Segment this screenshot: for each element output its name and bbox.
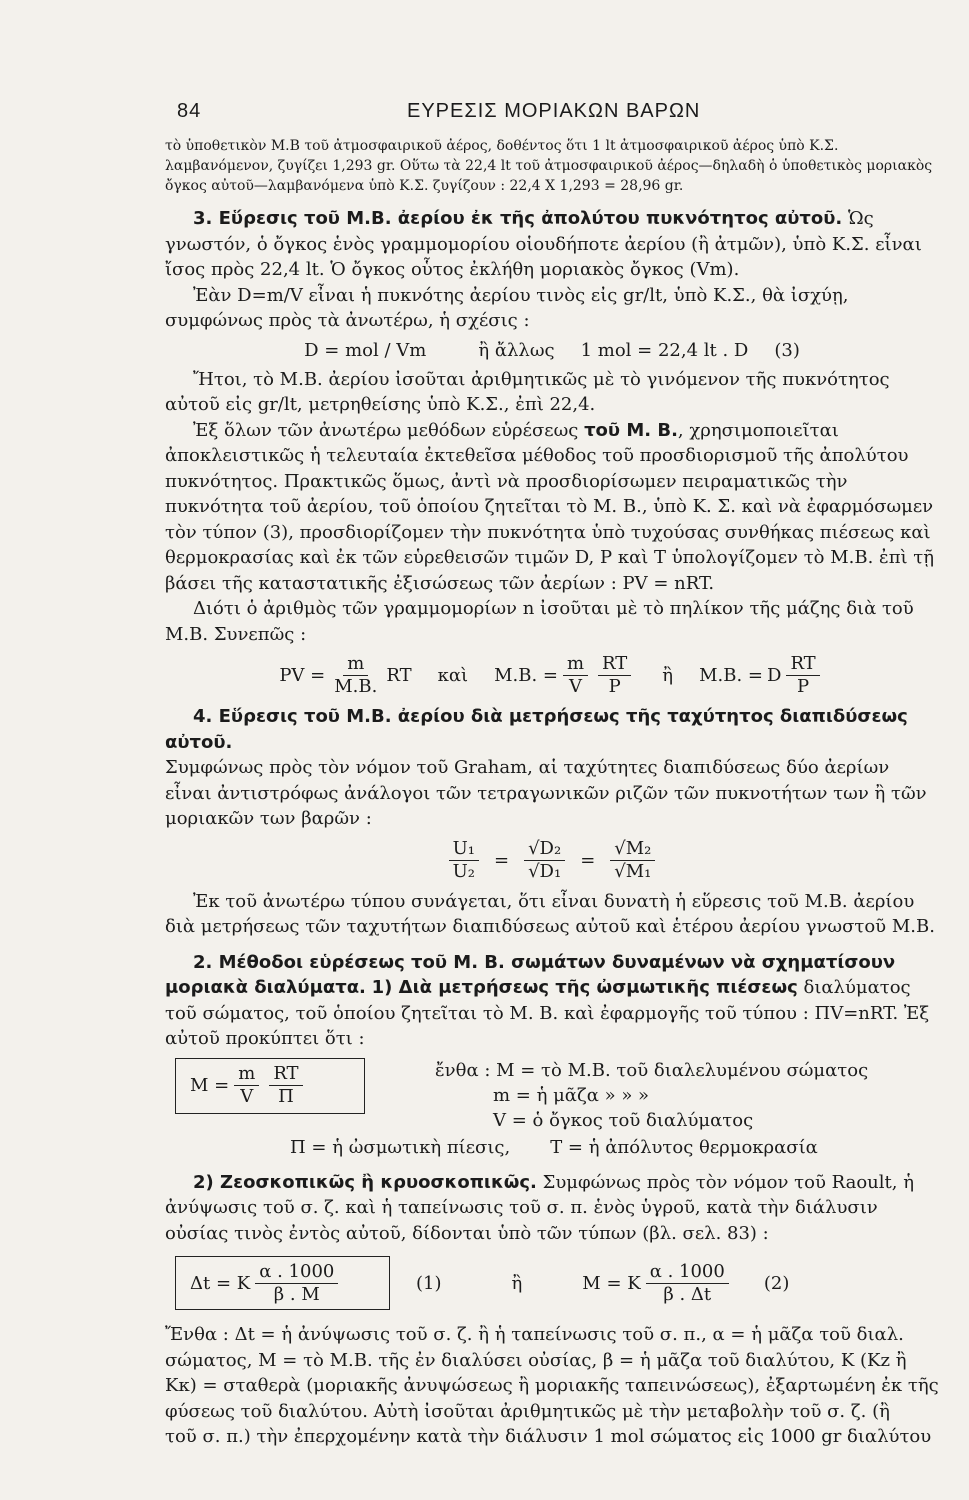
methods-bold: τοῦ Μ. Β. [584,419,678,441]
page-number: 84 [177,100,202,122]
box-frac-2 [269,1063,302,1108]
frac-den: V [240,1086,254,1107]
box-lhs: Μ = [190,1075,230,1096]
definition-line: V = ὁ ὄγκος τοῦ διαλύματος [493,1109,754,1131]
page-header [165,100,939,136]
frac-den: Π [278,1086,294,1107]
frac-den: √M₁ [614,860,652,882]
methods-paragraph [165,418,939,597]
frac-num: m [343,653,368,676]
frac-den: β . Μ [273,1283,320,1305]
cryoscopic-subheading: 2) Ζεοσκοπικῶς ἢ κρυοσκοπικῶς. [193,1171,537,1193]
frac-num: α . 1000 [255,1261,338,1284]
formula-1-box [175,1256,390,1310]
result-paragraph: Ἤτοι, τὸ Μ.Β. ἀερίου ἰσοῦται ἀριθμητικῶς μὲ τὸ γινόμενον τῆς πυκνότητος αὐτοῦ εἰς gr/lt, μετρηθείσης ὑπὸ Κ.Σ., ἐπὶ 22,4. [165,368,890,415]
equation-pv [165,653,939,698]
frac-den: U₂ [452,860,475,882]
raoult-definitions: Ἔνθα : Δt = ἡ ἀνύψωσις τοῦ σ. ζ. ἢ ἡ ταπείνωσις τοῦ σ. π., α = ἡ μᾶζα τοῦ διαλ. σώματος, Μ = τὸ Μ.Β. τῆς ἐν διαλύσει οὐσίας, β = ἡ μᾶζα τοῦ διαλύτου, Κ (Κz ἢ Kκ) = σταθερὰ (μοριακῆς ἀνυψώσεως ἢ μοριακῆς ταπεινώσεως), ἐξαρτωμένη ἐκ τῆς φύσεως τοῦ διαλύτου. Αὐτὴ ἰσοῦται ἀριθμητικῶς μὲ τὴν μεταβολὴν τοῦ σ. ζ. (ἢ [165,1324,939,1422]
frac-den: P [608,676,621,697]
frac-num: m [234,1063,259,1086]
mb-lhs-2: Μ.Β. = [699,665,763,686]
fraction-m [610,838,655,883]
eq3-right: 1 mol = 22,4 lt . D [580,339,749,361]
osmotic-text: διαλύματος τοῦ σώματος, τοῦ ὁποίου ζητεῖται τὸ Μ. Β. καὶ ἐφαρμογῆς τοῦ τύπου : ΠV=nRT. Ἐξ αὐτοῦ προκύπτει ὅτι : [165,977,930,1049]
formula-2-frac [646,1261,729,1306]
box-frac-1 [234,1063,259,1108]
formula-1-frac [255,1261,338,1306]
osmotic-formula-row [165,1058,939,1133]
frac-den: V [569,676,582,697]
fraction-u [449,838,479,883]
frac-den: β . Δt [663,1283,712,1305]
density-paragraph: Ἐὰν D=m/V εἶναι ἡ πυκνότης ἀερίου τινὸς εἰς gr/lt, ὑπὸ Κ.Σ., θὰ ἰσχύῃ, συμφώνως πρὸς τὰ ἀνωτέρω, ἡ σχέσις : [165,284,849,331]
formula-1-tag: (1) [416,1272,442,1294]
or-word: ἢ [662,665,674,686]
methods-text-a: Ἐξ ὅλων τῶν ἀνωτέρω μεθόδων εὑρέσεως [193,419,585,441]
mb-lhs: Μ.Β. = [494,665,558,686]
section-3-paragraph [165,206,939,283]
eq3-left: D = mol / Vm [304,339,427,361]
graham-equation: $\frac{\text{U₁}}{\text{U₂}}$ = $\frac{\text{√D₂}}{\text{√D₁}}$ = $\frac{\text{√M₂}}{\text{√M₁}}$ [165,838,939,883]
frac-den: √D₁ [528,860,562,882]
frac-num: m [563,653,588,676]
formula-or: ἢ [511,1272,523,1294]
fraction-m-v [563,653,588,698]
frac-num: α . 1000 [646,1261,729,1284]
fraction-m-mb [330,653,381,698]
frac-num: U₁ [449,838,479,861]
section-4-heading: 4. Εὕρεσις τοῦ Μ.Β. ἀερίου διὰ μετρήσεως τῆς ταχύτητος διαπιδύσεως αὐτοῦ. [165,706,908,753]
last-line [165,1424,939,1450]
rt-term: RT [386,665,412,686]
methods-text-b: , χρησιμοποιεῖται ἀποκλειστικῶς ἡ τελευταία ἐκτεθεῖσα μέθοδος τοῦ προσδιορισμοῦ τῆς ἀπολύτου πυκνότητος. Πρακτικῶς ὅμως, ἀντὶ νὰ προσδιορίσωμεν πειραματικῶς τὴν πυκνότητα τοῦ ἀερίου, τοῦ ὁποίου ζητεῖται τὸ Μ. Β., ὑπὸ Κ. Σ. καὶ νὰ ἐφαρμόσωμεν τὸν τύπον (3), προσδιορίζομεν τὴν πυκνότητα ὑπὸ τυχούσας συνθήκας πιέσεως καὶ θερμοκρασίας καὶ ἐκ τῶν εὑρεθεισῶν τιμῶν D, P καὶ T ὑπολογίζομεν τὸ Μ.Β. ἐπὶ τῇ βάσει τῆς καταστατικῆς ἐξισώσεως τῶν ἀερίων : PV = nRT. [165,419,935,594]
definition-line: m = ἡ μᾶζα » » » [493,1084,650,1106]
equation-3 [165,340,939,361]
pv-lhs: PV = [279,665,326,686]
eq3-number: (3) [774,339,800,361]
frac-num: √D₂ [524,838,565,861]
osmotic-formula-box [175,1058,365,1114]
formula-2-tag: (2) [763,1272,790,1294]
definition-t: Τ = ἡ ἀπόλυτος θερμοκρασία [550,1136,818,1158]
eq3-mid: ἢ ἄλλως [478,339,555,361]
frac-num: RT [269,1063,302,1086]
section-3-heading: 3. Εὕρεσις τοῦ Μ.Β. ἀερίου ἐκ τῆς ἀπολύτου πυκνότητος αὐτοῦ. [193,208,843,229]
osmotic-subheading: 1) Διὰ μετρήσεως τῆς ὠσμωτικῆς πιέσεως [371,977,798,998]
graham-conclusion: Ἐκ τοῦ ἀνωτέρω τύπου συνάγεται, ὅτι εἶναι δυνατὴ ἡ εὕρεσις τοῦ Μ.Β. ἀερίου διὰ μετρήσεως τῶν ταχυτήτων διαπιδύσεως αὐτοῦ καὶ ἑτέρου ἀερίου γνωστοῦ Μ.Β. [165,890,935,937]
fraction-d [524,838,565,883]
frac-num: √M₂ [610,838,655,861]
fraction-rt-p-2 [786,653,819,698]
frac-den: P [797,676,810,697]
definition-line: ἔνθα : Μ = τὸ Μ.Β. τοῦ διαλελυμένου σώματος [435,1059,869,1081]
running-title: ΕΥΡΕΣΙΣ ΜΟΡΙΑΚΩΝ ΒΑΡΩΝ [407,100,701,122]
section-4-paragraph [165,704,939,755]
fraction-rt-p [598,653,631,698]
frac-num: RT [786,653,819,676]
definition-pi: Π = ἡ ὠσμωτικὴ πίεσις, [290,1136,511,1158]
section-3-text: Ὡς γνωστόν, ὁ ὄγκος ἑνὸς γραμμομορίου οἱουδήποτε ἀερίου (ἢ ἀτμῶν), ὑπὸ Κ.Σ. εἶναι ἴσος πρὸς 22,4 lt. Ὁ ὄγκος οὗτος ἐκλήθη μοριακὸς ὄγκος (Vm). [165,208,922,280]
moles-paragraph: Διότι ὁ ἀριθμὸς τῶν γραμμομορίων n ἰσοῦται μὲ τὸ πηλίκον τῆς μάζης διὰ τοῦ Μ.Β. Συνεπῶς : [165,598,914,645]
formula-2-lhs: Μ = Κ [582,1272,641,1294]
method-2-heading: 2. Μέθοδοι εὑρέσεως τοῦ Μ. Β. σωμάτων δυναμένων νὰ σχηματίσουν μοριακὰ διαλύματα. [165,951,896,998]
osmotic-definitions [435,1058,868,1133]
intro-paragraph: τὸ ὑποθετικὸν Μ.Β τοῦ ἀτμοσφαιρικοῦ ἀέρος, δοθέντος ὅτι 1 lt ἀτμοσφαιρικοῦ ἀέρος ὑπὸ Κ.Σ. λαμβανόμενον, ζυγίζει 1,293 gr. Οὕτω τὰ 22,4 lt τοῦ ἀτμοσφαιρικοῦ ἀέρος—δηλαδὴ ὁ ὑποθετικὸς μοριακὸς ὄγκος αὐτοῦ—λαμβανόμενα ὑπὸ Κ.Σ. ζυγίζουν : 22,4 Χ 1,293 = 28,96 gr. [165,138,933,194]
last-line-text: τοῦ σ. π.) τὴν ἐπερχομένην κατὰ τὴν διάλυσιν 1 mol σώματος εἰς 1000 gr διαλύτου [165,1426,932,1447]
raoult-formulas [175,1256,939,1310]
d-term: D [767,665,782,686]
raoult-text: Συμφώνως πρὸς τὸν νόμον τοῦ Raoult, ἡ ἀνύψωσις τοῦ σ. ζ. καὶ ἡ ταπείνωσις τοῦ σ. π. ἑνὸς ὑγροῦ, κατὰ τὴν διάλυσιν οὐσίας τινὸς ἐντὸς αὐτοῦ, δίδονται ὑπὸ τῶν τύπων (βλ. σελ. 83) : [165,1171,914,1244]
raoult-paragraph [165,1170,939,1247]
method-2-heading-paragraph [165,950,939,1052]
frac-den: Μ.Β. [334,676,378,697]
and-word: καὶ [437,665,469,686]
formula-1-lhs: Δt = Κ [190,1272,251,1294]
graham-paragraph: Συμφώνως πρὸς τὸν νόμον τοῦ Graham, αἱ ταχύτητες διαπιδύσεως δύο ἀερίων εἶναι ἀντιστρόφως ἀνάλογοι τῶν τετραγωνικῶν ριζῶν τῶν πυκνοτήτων των ἢ τῶν μοριακῶν των βαρῶν : [165,757,927,829]
frac-num: RT [598,653,631,676]
osmotic-definitions-2 [290,1135,939,1160]
